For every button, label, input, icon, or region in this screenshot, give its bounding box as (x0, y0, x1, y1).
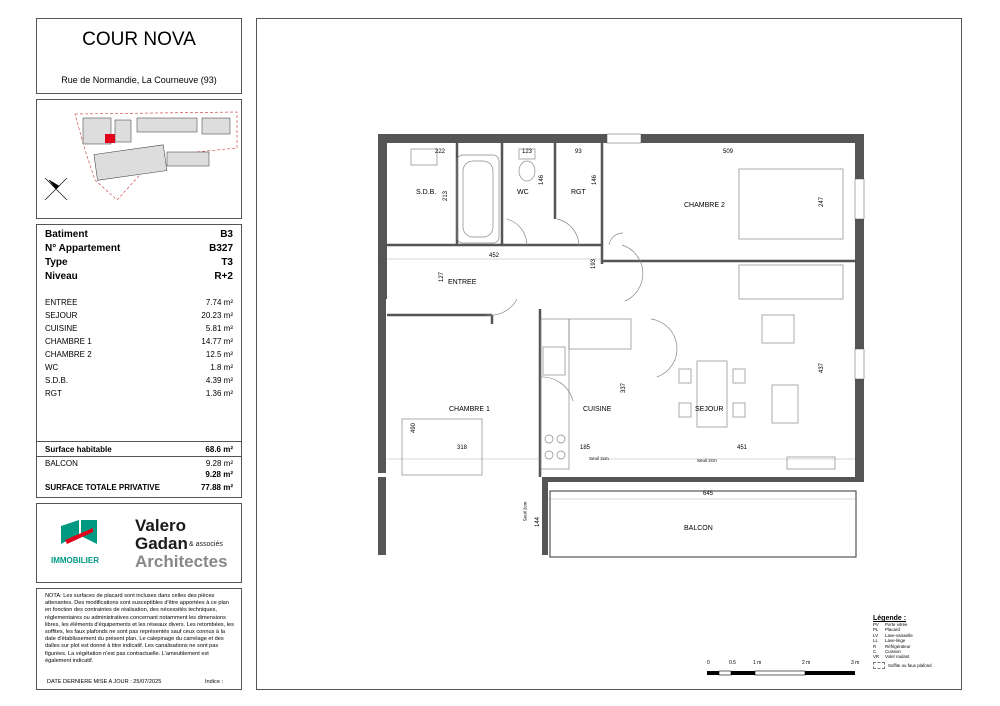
floor-plan (257, 19, 961, 689)
dimension-label: 437 (819, 362, 826, 374)
info-table: Batiment B3 N° Appartement B327 Type T3 Niveau R+2 ENTREE 7.74 m² SEJOUR 20.23 m² CUISINE 5.81 m² CHAMBRE 1 14.77 m² CHAMBRE 2 12.5 m² WC 1.8 m² S.D.B. 4.39 m² RGT 1.36 m² Surface habitable 68.6 m² BALCON 9.28 m² 9.28 m² SURFACE TOTALE PRIVATIVE 77.88 m² (36, 224, 242, 498)
indice-label: Indice : (205, 679, 224, 685)
dimension-label: 185 (580, 445, 591, 451)
project-name: COUR NOVA (82, 29, 196, 50)
room-label: RGT (571, 189, 586, 196)
surface-row-label: ENTREE (45, 298, 78, 307)
dimension-label: 222 (435, 149, 446, 155)
dimension-label: 193 (591, 258, 598, 270)
dimension-label: 144 (535, 516, 542, 528)
threshold-label: Seuil 2cm (522, 501, 528, 522)
room-label: CHAMBRE 2 (684, 202, 725, 209)
scale-label: 0.5 (729, 660, 736, 666)
dimension-label: 213 (443, 190, 450, 202)
room-label: S.D.B. (416, 189, 437, 196)
dimension-label: 318 (457, 445, 468, 451)
threshold-label: Seuil 2cm (697, 458, 717, 463)
surface-row-value: 14.77 m² (201, 337, 233, 346)
nota-text: NOTA: Les surfaces de placard sont incluses dans celles des pièces attenantes. Des modifications sont susceptibles d'être apportées à ce plan en fonction des contraintes de réalisation, des nécessités techniques, réglementaires ou administratives concernant notamment les dimensions libres, les éléments d'équipements et les réseaux divers. Les retombées, les soffites, les faux plafonds ne sont pas représentés sauf ceux connus à la date d'établissement du présent plan. Le calepinage du carrelage et des dalles sur plot est donné à titre indicatif. Les canalisations ne sont pas figurées. La végétation n'est pas contractuelle. L'ameublement est également indicatif. (45, 593, 234, 664)
apartment-marker (105, 134, 115, 143)
title-block (36, 18, 242, 94)
room-label: SEJOUR (695, 406, 724, 413)
surface-row-value: 5.81 m² (205, 324, 233, 333)
update-date: DATE DERNIERE MISE A JOUR : 25/07/2025 (47, 679, 162, 685)
surface-row-label: WC (45, 363, 59, 372)
info-row-value: R+2 (214, 271, 233, 282)
dimension-label: 93 (575, 149, 582, 155)
info-row-value: B3 (220, 229, 233, 240)
info-row-label: Type (45, 257, 68, 268)
scale-label: 3 m (851, 660, 860, 666)
plan-frame (256, 18, 962, 690)
legend (873, 615, 959, 669)
legend-item: PV Porte vitrée (873, 622, 908, 627)
surface-row-label: S.D.B. (45, 376, 69, 385)
legend-item: C Cuisson (873, 649, 901, 655)
room-label: BALCON (684, 525, 713, 532)
surface-row-value: 4.39 m² (205, 376, 233, 385)
location-map (36, 99, 242, 219)
surface-row-label: CHAMBRE 2 (45, 350, 92, 359)
dimension-label: 123 (522, 149, 533, 155)
surface-row-label: CUISINE (45, 324, 78, 333)
site-plan-drawing (37, 100, 241, 218)
north-arrow-icon (45, 178, 67, 200)
surface-row-value: 20.23 m² (201, 311, 233, 320)
surface-row-value: 7.74 m² (205, 298, 233, 307)
scale-label: 0 (707, 660, 710, 666)
dimension-label: 247 (819, 196, 826, 208)
surface-row-label: RGT (45, 389, 62, 398)
associes-text: & associés (189, 541, 223, 548)
gadan-text: Gadan (135, 534, 188, 553)
architectes-text: Architectes (135, 552, 228, 571)
scale-label: 2 m (802, 660, 811, 666)
note-block (36, 588, 242, 690)
legend-item: LL Lave-linge (873, 638, 906, 644)
legend-title: Légende : (873, 615, 907, 622)
surface-row-value: 12.5 m² (205, 350, 233, 359)
legend-item: LV Lave-vaisselle (873, 632, 913, 638)
dimension-label: 337 (621, 382, 628, 394)
room-label: CUISINE (583, 406, 612, 413)
dimension-label: 127 (439, 271, 446, 283)
scale-bar (705, 669, 865, 683)
surface-row-label: CHAMBRE 1 (45, 337, 92, 346)
logos-block (36, 503, 242, 583)
info-row-value: B327 (209, 243, 233, 254)
legend-item: VR Volet roulant (873, 654, 910, 660)
dimension-label: 452 (489, 253, 500, 259)
room-label: CHAMBRE 1 (449, 406, 490, 413)
ca-immobilier-label: IMMOBILIER (51, 556, 99, 565)
dimension-label: 146 (592, 174, 599, 186)
legend-item: R Réfrigérateur (873, 643, 911, 649)
dimension-label: 509 (723, 149, 734, 155)
info-row-label: N° Appartement (45, 243, 121, 254)
credit-agricole-logo-icon (57, 516, 101, 552)
info-row-label: Batiment (45, 229, 88, 240)
dimension-label: 490 (411, 422, 418, 434)
dimension-label: 146 (539, 174, 546, 186)
info-row-label: Niveau (45, 271, 78, 282)
dimension-label: 645 (703, 491, 714, 497)
room-label: WC (517, 189, 529, 196)
legend-soffit: Soffite ou faux plafond (888, 662, 932, 668)
dimension-label: 451 (737, 445, 748, 451)
surface-row-label: SEJOUR (45, 311, 78, 320)
info-row-value: T3 (221, 257, 233, 268)
project-address: Rue de Normandie, La Courneuve (93) (61, 75, 217, 85)
room-label: ENTREE (448, 279, 477, 286)
scale-label: 1 m (753, 660, 762, 666)
surface-row-value: 1.8 m² (210, 363, 233, 372)
valero-text: Valero (135, 516, 187, 535)
threshold-label: Seuil 2cm (589, 456, 609, 461)
soffit-swatch-icon (873, 662, 885, 669)
surface-row-value: 1.36 m² (205, 389, 233, 398)
legend-item: PL Placard (873, 627, 900, 633)
